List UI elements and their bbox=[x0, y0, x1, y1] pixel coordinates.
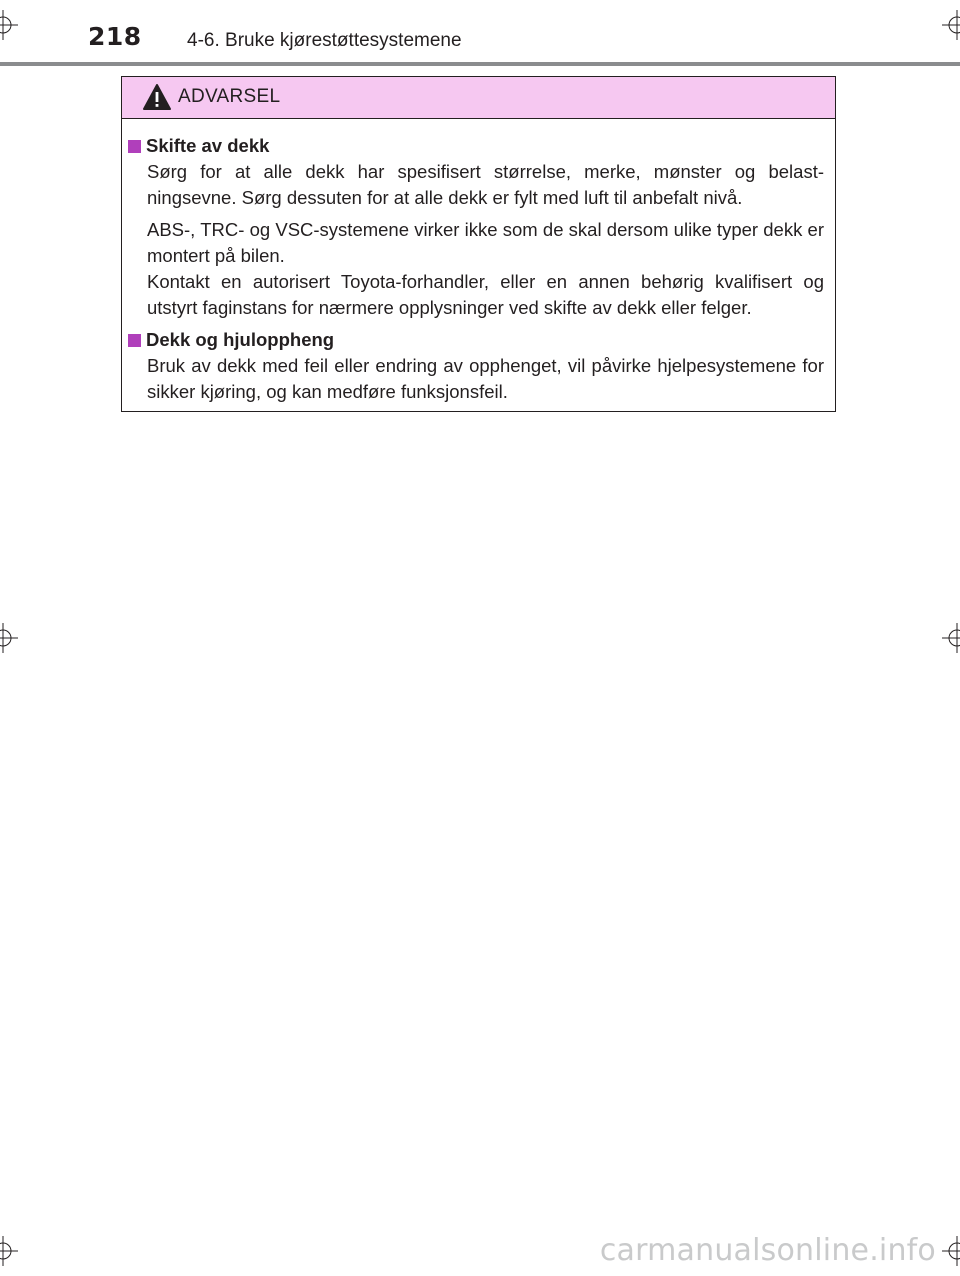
square-bullet-icon bbox=[128, 334, 141, 347]
warning-header bbox=[122, 77, 835, 119]
warning-label: ADVARSEL bbox=[178, 86, 281, 107]
crop-mark-top-right bbox=[942, 10, 960, 40]
warning-item-tire-change bbox=[128, 133, 824, 321]
header-rule bbox=[0, 62, 960, 66]
paragraph: Bruk av dekk med feil eller endring av opphenget, vil påvirke hjelpesystemene for sikker kjøring, og kan medføre funksjonsfeil. bbox=[147, 355, 824, 402]
crop-mark-bottom-left bbox=[0, 1236, 18, 1266]
item-heading-text: Dekk og hjuloppheng bbox=[146, 329, 335, 350]
item-heading-text: Skifte av dekk bbox=[146, 135, 270, 156]
square-bullet-icon bbox=[128, 140, 141, 153]
warning-triangle-icon bbox=[142, 83, 172, 116]
warning-box bbox=[121, 76, 836, 412]
item-heading bbox=[128, 327, 824, 353]
section-title: 4-6. Bruke kjørestøttesystemene bbox=[187, 30, 462, 51]
watermark: carmanualsonline.info bbox=[599, 1233, 936, 1268]
page-number: 218 bbox=[88, 22, 142, 51]
paragraph: Sørg for at alle dekk har spesifisert størrelse, merke, mønster og belast-ningsevne. Sørg dessuten for at alle dekk er fylt med luft til anbefalt nivå. bbox=[147, 161, 824, 208]
warning-body bbox=[122, 119, 835, 405]
crop-mark-mid-left bbox=[0, 623, 18, 653]
crop-mark-bottom-right bbox=[942, 1236, 960, 1266]
crop-mark-top-left bbox=[0, 10, 18, 40]
crop-mark-mid-right bbox=[942, 623, 960, 653]
paragraph: ABS-, TRC- og VSC-systemene virker ikke som de skal dersom ulike typer dekk er montert på bilen. bbox=[147, 219, 824, 266]
warning-item-suspension bbox=[128, 327, 824, 405]
paragraph: Kontakt en autorisert Toyota-forhandler, eller en annen behørig kvalifisert og utstyrt faginstans for nærmere opplysninger ved skifte av dekk eller felger. bbox=[147, 271, 824, 318]
item-heading bbox=[128, 133, 824, 159]
